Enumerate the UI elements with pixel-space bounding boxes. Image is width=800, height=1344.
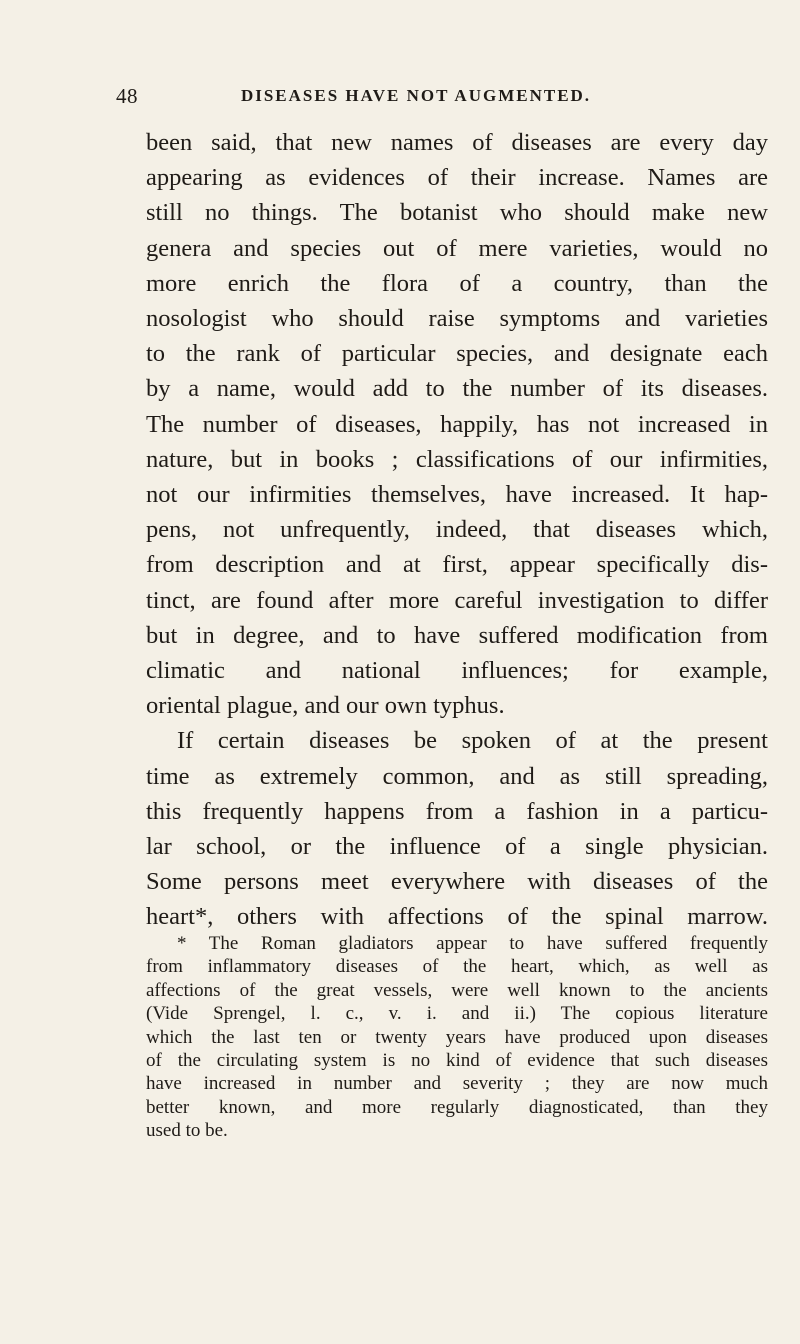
footnote-line: used to be.	[146, 1120, 228, 1142]
footnote-line: which the last ten or twenty years have produced upon diseases	[146, 1026, 768, 1048]
body-line: nature, but in books ; classifications of our infirmities,	[146, 445, 768, 473]
body-line: Some persons meet everywhere with diseases of the	[146, 868, 768, 896]
footnote-line: better known, and more regularly diagnosticated, than they	[146, 1096, 768, 1118]
body-text	[146, 125, 768, 935]
body-line: time as extremely common, and as still spreading,	[146, 762, 768, 790]
page-number: 48	[116, 84, 138, 108]
footnote-line: of the circulating system is no kind of evidence that such diseases	[146, 1050, 768, 1072]
body-line: by a name, would add to the number of its diseases.	[146, 375, 768, 403]
body-line: from description and at first, appear specifically dis-	[146, 551, 768, 579]
body-line: to the rank of particular species, and designate each	[146, 340, 768, 368]
footnote-line: from inflammatory diseases of the heart, which, as well as	[146, 956, 768, 978]
footnote-line: (Vide Sprengel, l. c., v. i. and ii.) The copious literature	[146, 1003, 768, 1025]
body-line: heart*, others with affections of the spinal marrow.	[146, 903, 768, 931]
body-line: not our infirmities themselves, have increased. It hap-	[146, 481, 768, 509]
body-line: but in degree, and to have suffered modification from	[146, 621, 768, 649]
body-line: If certain diseases be spoken of at the present	[177, 727, 768, 755]
running-head: DISEASES HAVE NOT AUGMENTED.	[240, 86, 592, 105]
body-line: climatic and national influences; for example,	[146, 657, 768, 685]
footnote	[146, 932, 768, 1143]
footnote-line: have increased in number and severity ; they are now much	[146, 1073, 768, 1095]
body-line: more enrich the flora of a country, than the	[146, 269, 768, 297]
body-line: pens, not unfrequently, indeed, that diseases which,	[146, 516, 768, 544]
body-line: The number of diseases, happily, has not increased in	[146, 410, 768, 438]
body-line: been said, that new names of diseases are every day	[146, 129, 768, 156]
body-line: nosologist who should raise symptoms and varieties	[146, 305, 768, 333]
body-line: lar school, or the influence of a single physician.	[146, 833, 768, 861]
footnote-line: affections of the great vessels, were well known to the ancients	[146, 979, 768, 1001]
body-line: tinct, are found after more careful investigation to differ	[146, 586, 768, 614]
body-line: genera and species out of mere varieties, would no	[146, 234, 768, 262]
body-line: still no things. The botanist who should make new	[146, 199, 768, 227]
body-line: oriental plague, and our own typhus.	[146, 692, 505, 720]
footnote-line: * The Roman gladiators appear to have suffered frequently	[177, 933, 768, 954]
body-line: appearing as evidences of their increase. Names are	[146, 164, 768, 192]
body-line: this frequently happens from a fashion in a particu-	[146, 797, 768, 825]
page-header	[116, 84, 716, 114]
